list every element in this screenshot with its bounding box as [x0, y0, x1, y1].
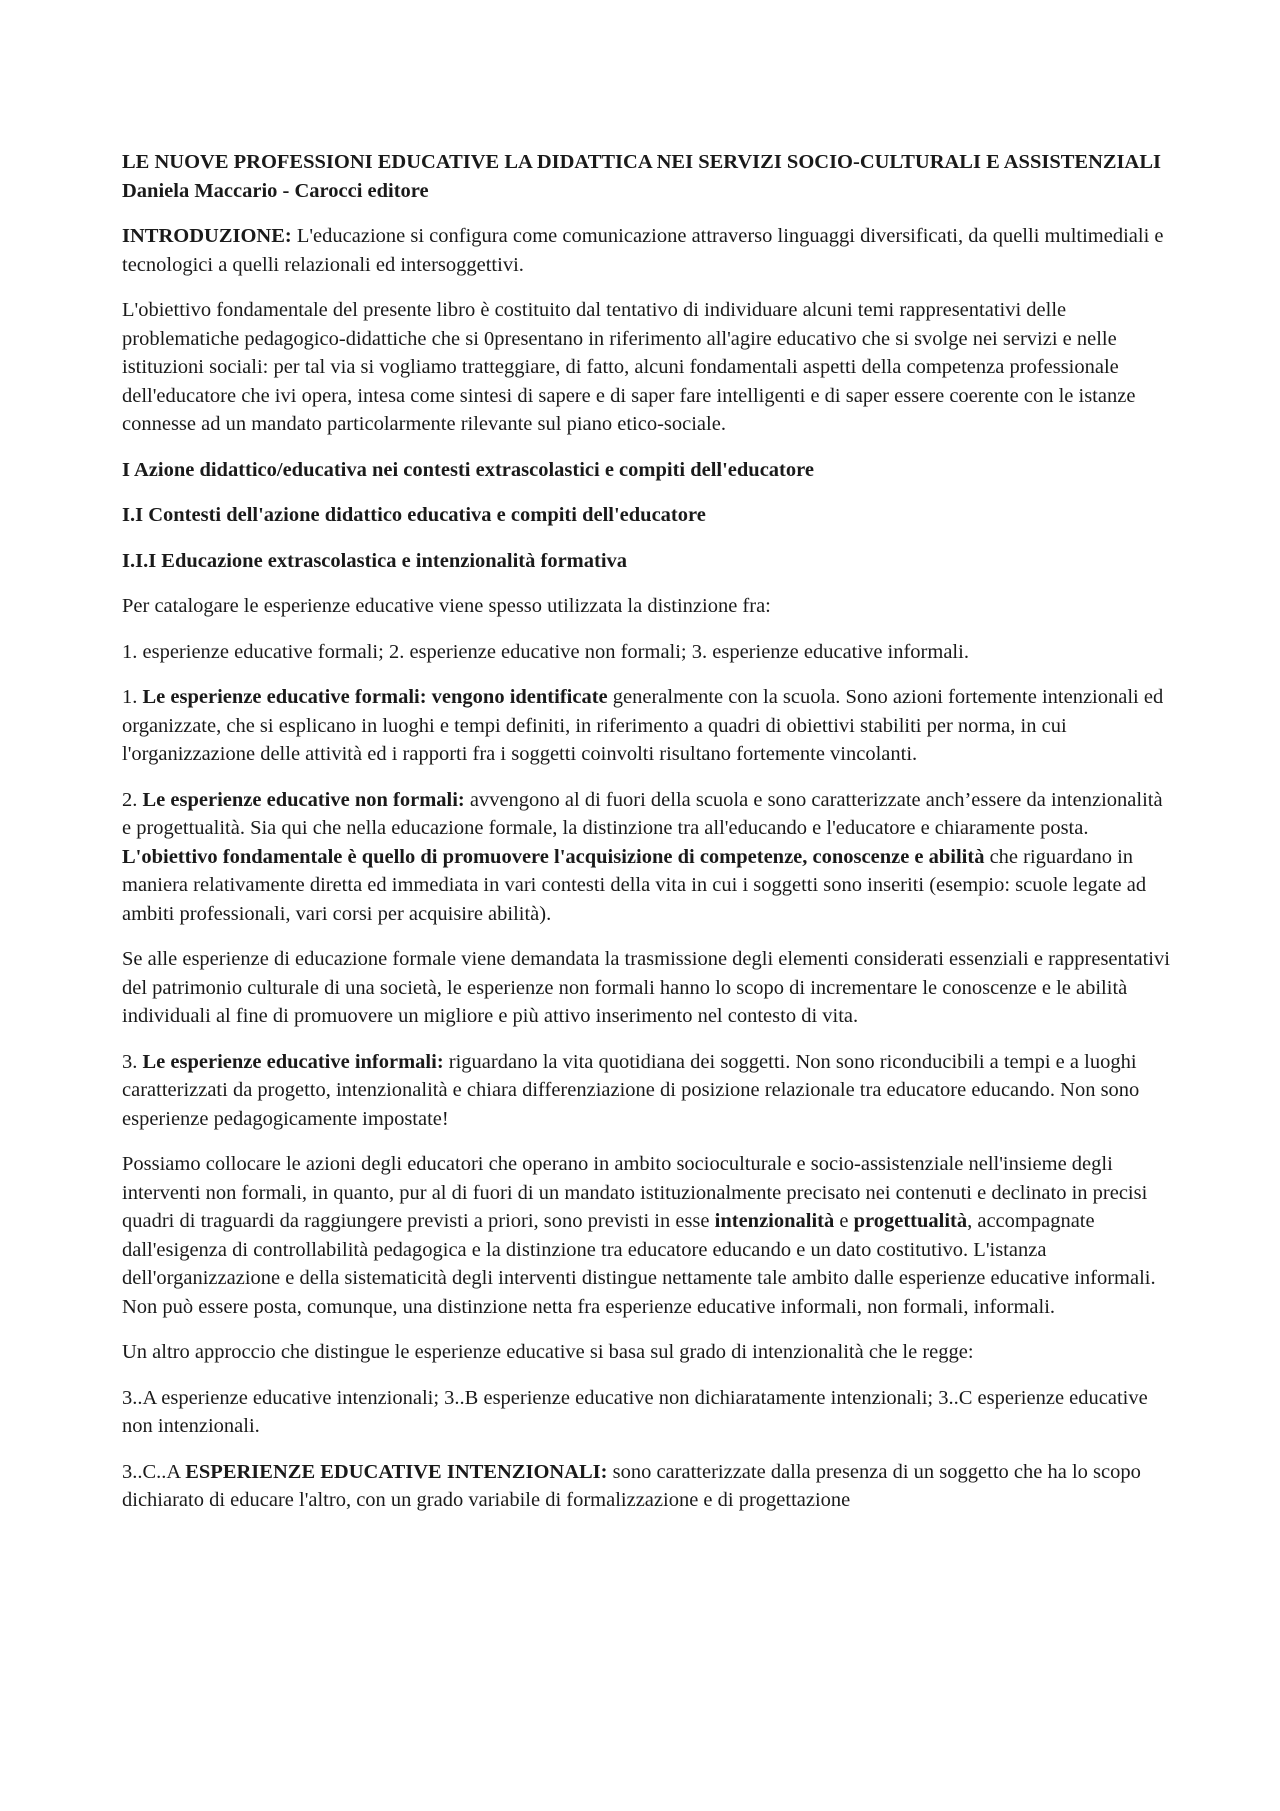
intro-paragraph	[122, 222, 1172, 279]
document-title	[122, 148, 1172, 205]
informali-num: 3.	[122, 1050, 143, 1073]
paragraph-non-formali	[122, 786, 1172, 929]
intro-label: INTRODUZIONE:	[122, 225, 292, 247]
paragraph-catalogare: Per catalogare le esperienze educative viene spesso utilizzata la distinzione fra:	[122, 595, 771, 617]
document-page	[122, 148, 1172, 1532]
paragraph-obiettivo: L'obiettivo fondamentale del presente libro è costituito dal tentativo di individuare alcuni temi rappresentativi delle problematiche pedagogico-didattiche che si 0presentano in riferimento all'agire educativo che si svolge nei servizi e nelle istituzioni sociali: per tal via si vogliamo tratteggiare, di fatto, alcuni fondamentali aspetti della competenza professionale dell'educatore che ivi opera, intesa come sintesi di sapere e di saper fare intelligenti e di saper essere coerente con le istanze connesse ad un mandato particolarmente rilevante sul piano etico-sociale.	[122, 299, 1136, 435]
intenzionali-text: sono caratterizzate dalla presenza di un soggetto che ha lo scopo dichiarato di educare l'altro, con un grado variabile di formalizzazione e di progettazione	[122, 1460, 1141, 1511]
title-author: Daniela Maccario - Carocci editore	[122, 179, 429, 202]
title-main: LE NUOVE PROFESSIONI EDUCATIVE LA DIDATTICA NEI SERVIZI SOCIO-CULTURALI E ASSISTENZIALI	[122, 151, 1161, 173]
paragraph-formali	[122, 683, 1172, 769]
possiamo-text2: e	[834, 1210, 854, 1232]
heading-section-1-1: I.I Contesti dell'azione didattico educativa e compiti dell'educatore	[122, 504, 706, 526]
paragraph-se-alle: Se alle esperienze di educazione formale viene demandata la trasmissione degli elementi considerati essenziali e rappresentativi del patrimonio culturale di una società, le esperienze non formali hanno lo scopo di incrementare le conoscenze e le abilità individuali al fine di promuovere un migliore e più attivo inserimento nel contesto di vita.	[122, 948, 1170, 1027]
heading-section-1-1-1: I.I.I Educazione extrascolastica e intenzionalità formativa	[122, 549, 628, 572]
intenzionali-bold: ESPERIENZE EDUCATIVE INTENZIONALI:	[185, 1460, 608, 1483]
informali-bold: Le esperienze educative informali:	[142, 1050, 444, 1073]
non-formali-bold: Le esperienze educative non formali:	[142, 788, 465, 811]
intro-text: L'educazione si configura come comunicazione attraverso linguaggi diversificati, da quelli multimediali e tecnologici a quelli relazionali ed intersoggettivi.	[122, 225, 1164, 276]
heading-section-1: I Azione didattico/educativa nei contesti extrascolastici e compiti dell'educatore	[122, 458, 814, 481]
paragraph-informali	[122, 1048, 1172, 1134]
non-formali-text1: avvengono al di fuori della scuola e sono caratterizzate anch’essere da intenzionalità e progettualità. Sia qui che nella educazione formale, la distinzione tra all'educando e l'educatore e chiaramente posta.	[122, 788, 1163, 839]
possiamo-text1: Possiamo collocare le azioni degli educatori che operano in ambito socioculturale e socio-assistenziale nell'insieme degli interventi non formali, in quanto, pur al di fuori di un mandato istituzionalmente precisato nei contenuti e declinato in precisi quadri di traguardi da raggiungere previsti a priori, sono previsti in esse	[122, 1153, 1148, 1232]
paragraph-elenco: 1. esperienze educative formali; 2. esperienze educative non formali; 3. esperienze educative informali.	[122, 640, 969, 663]
paragraph-altro-approccio: Un altro approccio che distingue le esperienze educative si basa sul grado di intenzionalità che le regge:	[122, 1341, 974, 1363]
paragraph-elenco-3: 3..A esperienze educative intenzionali; 3..B esperienze educative non dichiaratamente intenzionali; 3..C esperienze educative non intenzionali.	[122, 1386, 1148, 1437]
formali-text: generalmente con la scuola. Sono azioni fortemente intenzionali ed organizzate, che si esplicano in luoghi e tempi definiti, in riferimento a quadri di obiettivi stabiliti per norma, in cui l'organizzazione delle attività ed i rapporti fra i soggetti coinvolti risultano fortemente vincolanti.	[122, 686, 1164, 765]
formali-num: 1.	[122, 686, 143, 708]
formali-bold: Le esperienze educative formali: vengono identificate	[142, 686, 608, 708]
informali-text: riguardano la vita quotidiana dei soggetti. Non sono riconducibili a tempi e a luoghi caratterizzati da progetto, intenzionalità e chiara differenziazione di posizione relazionale tra educatore educando. Non sono esperienze pedagogicamente impostate!	[122, 1050, 1140, 1130]
intenzionali-num: 3..C..A	[122, 1460, 186, 1483]
possiamo-bold1: intenzionalità	[714, 1210, 835, 1232]
non-formali-text2: che riguardano in maniera relativamente diretta ed immediata in vari contesti della vita in cui i soggetti sono inseriti (esempio: scuole legate ad ambiti professionali, vari corsi per acquisire abilità).	[122, 845, 1147, 925]
paragraph-intenzionali	[122, 1458, 1172, 1515]
non-formali-num: 2.	[122, 788, 143, 811]
possiamo-text3: , accompagnate dall'esigenza di controllabilità pedagogica e la distinzione tra educatore educando e un dato costitutivo. L'istanza dell'organizzazione e della sistematicità degli interventi distingue nettamente tale ambito dalle esperienze educative informali. Non può essere posta, comunque, una distinzione netta fra esperienze educative informali, non formali, informali.	[122, 1210, 1156, 1318]
non-formali-bold2: L'obiettivo fondamentale è quello di promuovere l'acquisizione di competenze, conoscenze e abilità	[122, 845, 985, 868]
possiamo-bold2: progettualità	[853, 1210, 968, 1232]
paragraph-possiamo	[122, 1150, 1172, 1321]
